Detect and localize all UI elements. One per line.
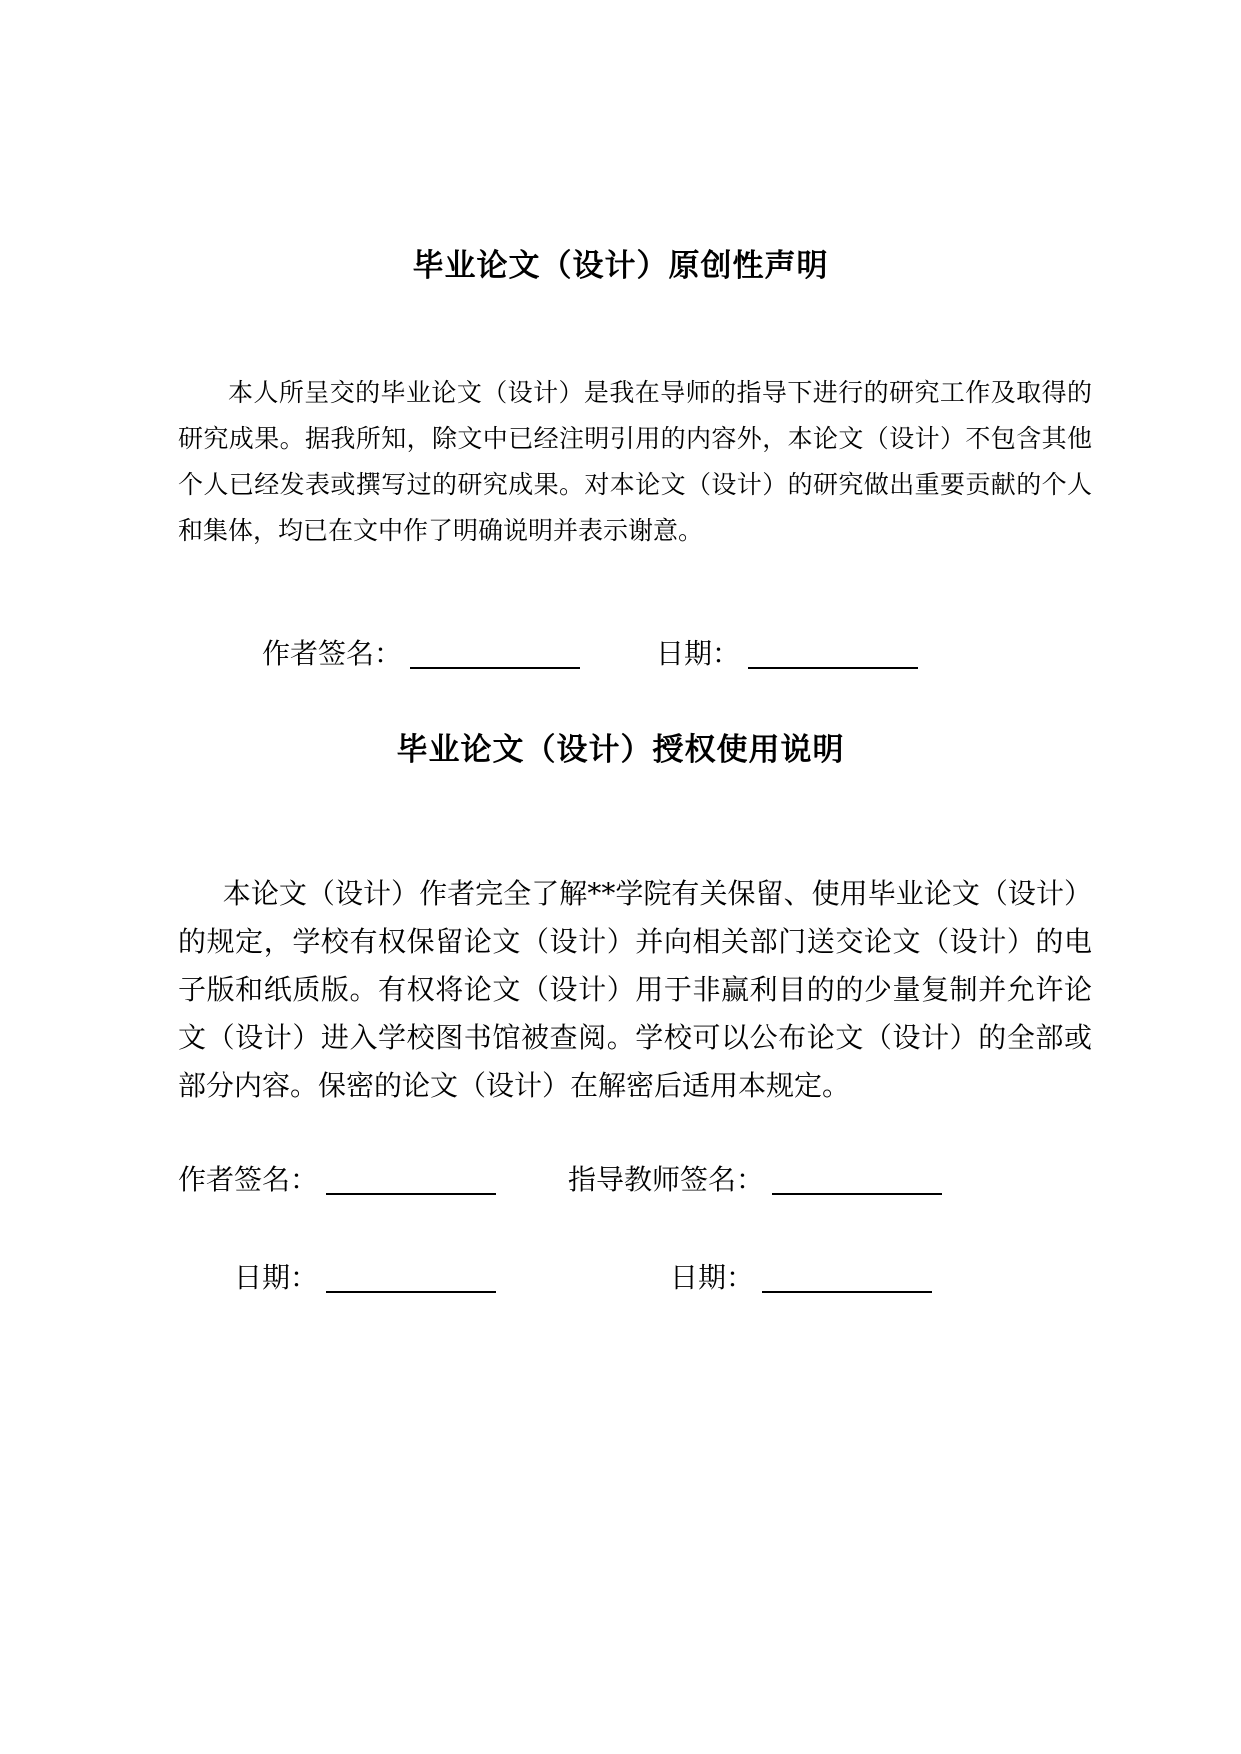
authorization-author-date bbox=[234, 1256, 496, 1296]
advisor-signature-label: 指导教师签名： bbox=[568, 1163, 765, 1196]
authorization-body: 本论文（设计）作者完全了解**学院有关保留、使用毕业论文（设计）的规定，学校有权保留论文（设计）并向相关部门送交论文（设计）的电子版和纸质版。有权将论文（设计）用于非赢利目的的少量复制并允许论文（设计）进入学校图书馆被查阅。学校可以公布论文（设计）的全部或部分内容。保密的论文（设计）在解密后适用本规定。 bbox=[178, 877, 1092, 1102]
originality-author-signature bbox=[262, 632, 580, 672]
date-line bbox=[748, 667, 918, 669]
date-label: 日期： bbox=[656, 637, 741, 670]
author-signature-line bbox=[326, 1193, 496, 1195]
author-signature-line bbox=[410, 667, 580, 669]
advisor-signature-line bbox=[772, 1193, 942, 1195]
author-date-label: 日期： bbox=[234, 1261, 319, 1294]
authorization-advisor-date bbox=[670, 1256, 932, 1296]
originality-body: 本人所呈交的毕业论文（设计）是我在导师的指导下进行的研究工作及取得的研究成果。据我所知，除文中已经注明引用的内容外，本论文（设计）不包含其他个人已经发表或撰写过的研究成果。对本论文（设计）的研究做出重要贡献的个人和集体，均已在文中作了明确说明并表示谢意。 bbox=[178, 378, 1092, 545]
originality-date bbox=[656, 632, 918, 672]
authorization-title: 毕业论文（设计）授权使用说明 bbox=[396, 732, 845, 768]
author-signature-label: 作者签名： bbox=[262, 637, 403, 670]
advisor-date-label: 日期： bbox=[670, 1261, 755, 1294]
authorization-advisor-signature bbox=[568, 1158, 942, 1198]
authorization-author-signature bbox=[178, 1158, 496, 1198]
author-date-line bbox=[326, 1291, 496, 1293]
author-signature-label: 作者签名： bbox=[178, 1163, 319, 1196]
originality-title: 毕业论文（设计）原创性声明 bbox=[412, 248, 829, 284]
advisor-date-line bbox=[762, 1291, 932, 1293]
